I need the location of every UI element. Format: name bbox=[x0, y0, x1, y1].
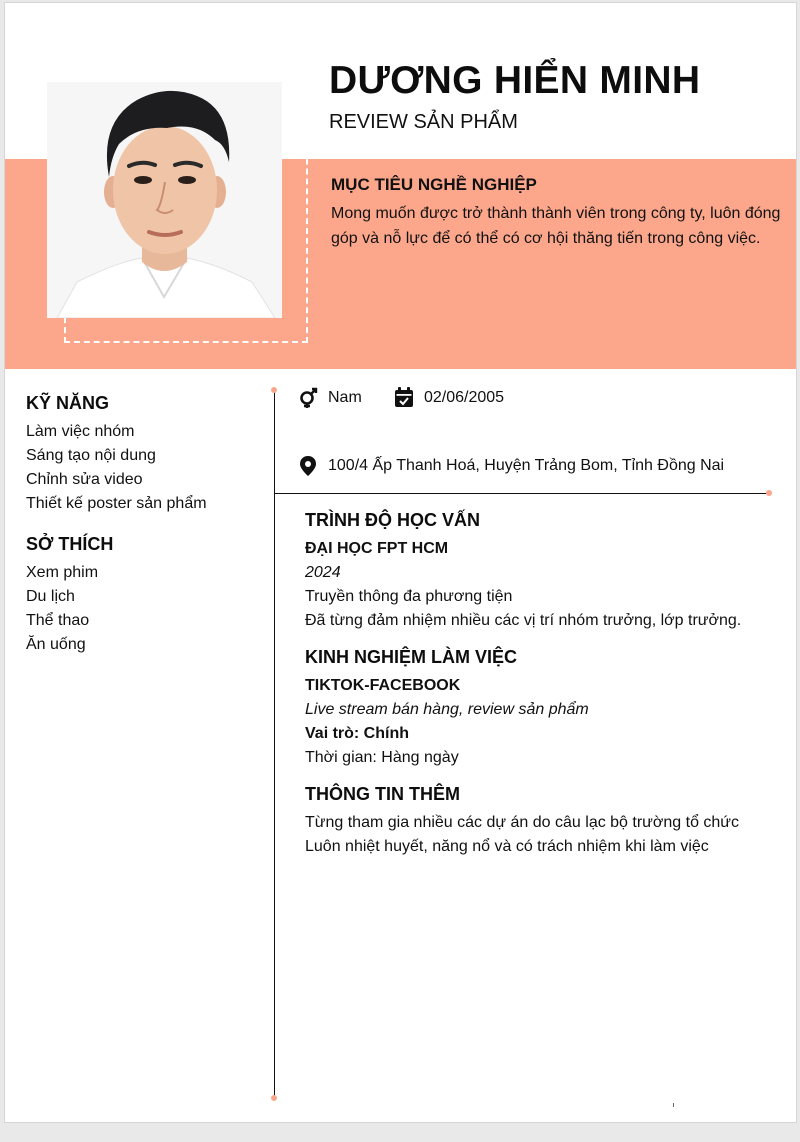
divider-dot-bottom bbox=[271, 1095, 277, 1101]
right-column bbox=[305, 510, 785, 873]
experience-time: Thời gian: Hàng ngày bbox=[305, 749, 459, 766]
objective-title: MỤC TIÊU NGHỀ NGHIỆP bbox=[331, 175, 537, 194]
cv-page bbox=[4, 2, 797, 1123]
experience-description: Live stream bán hàng, review sản phẩm bbox=[305, 701, 589, 718]
left-column bbox=[26, 393, 266, 675]
objective-text: Mong muốn được trở thành thành viên trong công ty, luôn đóng góp và nỗ lực để có thể có cơ hội thăng tiến trong công việc. bbox=[331, 205, 781, 247]
address-value: 100/4 Ấp Thanh Hoá, Huyện Trảng Bom, Tỉnh Đồng Nai bbox=[328, 457, 725, 474]
skills-title: KỸ NĂNG bbox=[26, 393, 110, 413]
location-pin-icon bbox=[298, 455, 318, 477]
divider-dot-top bbox=[271, 387, 277, 393]
education-note: Đã từng đảm nhiệm nhiều các vị trí nhóm trưởng, lớp trưởng. bbox=[305, 612, 742, 629]
experience-section bbox=[305, 647, 785, 770]
calendar-icon bbox=[394, 387, 414, 409]
profile-photo bbox=[47, 82, 282, 318]
birthday-value: 02/06/2005 bbox=[424, 389, 505, 406]
candidate-position: REVIEW SẢN PHẨM bbox=[329, 111, 518, 133]
additional-section bbox=[305, 784, 785, 859]
skills-section bbox=[26, 393, 266, 516]
birthday-row bbox=[394, 387, 504, 409]
additional-title: THÔNG TIN THÊM bbox=[305, 784, 460, 804]
education-section bbox=[305, 510, 785, 633]
gender-row bbox=[298, 387, 362, 409]
hobbies-section bbox=[26, 534, 266, 657]
experience-role: Vai trò: Chính bbox=[305, 725, 409, 742]
address-row bbox=[298, 455, 724, 477]
hobby-item: Xem phim bbox=[26, 564, 99, 581]
education-school: ĐẠI HỌC FPT HCM bbox=[305, 540, 449, 557]
additional-line: Từng tham gia nhiều các dự án do câu lạc bộ trường tổ chức bbox=[305, 814, 740, 831]
horizontal-divider bbox=[275, 493, 769, 494]
hobby-item: Thể thao bbox=[26, 612, 90, 629]
divider-dot-right bbox=[766, 490, 772, 496]
education-year: 2024 bbox=[305, 564, 341, 581]
additional-line: Luôn nhiệt huyết, năng nổ và có trách nhiệm khi làm việc bbox=[305, 838, 709, 855]
gender-value: Nam bbox=[328, 389, 362, 406]
experience-title: KINH NGHIỆM LÀM VIỆC bbox=[305, 647, 518, 667]
candidate-name: DƯƠNG HIỂN MINH bbox=[329, 59, 701, 102]
hobby-item: Ăn uống bbox=[26, 636, 86, 653]
vertical-divider bbox=[274, 389, 275, 1099]
page-mark bbox=[673, 1103, 674, 1107]
skill-item: Thiết kế poster sản phẩm bbox=[26, 495, 207, 512]
skill-item: Sáng tạo nội dung bbox=[26, 447, 156, 464]
education-major: Truyền thông đa phương tiện bbox=[305, 588, 513, 605]
gender-icon bbox=[298, 387, 318, 409]
skill-item: Làm việc nhóm bbox=[26, 423, 135, 440]
hobby-item: Du lịch bbox=[26, 588, 75, 605]
experience-company: TIKTOK-FACEBOOK bbox=[305, 677, 461, 694]
hobbies-title: SỞ THÍCH bbox=[26, 534, 114, 554]
education-title: TRÌNH ĐỘ HỌC VẤN bbox=[305, 510, 480, 530]
skill-item: Chỉnh sửa video bbox=[26, 471, 143, 488]
